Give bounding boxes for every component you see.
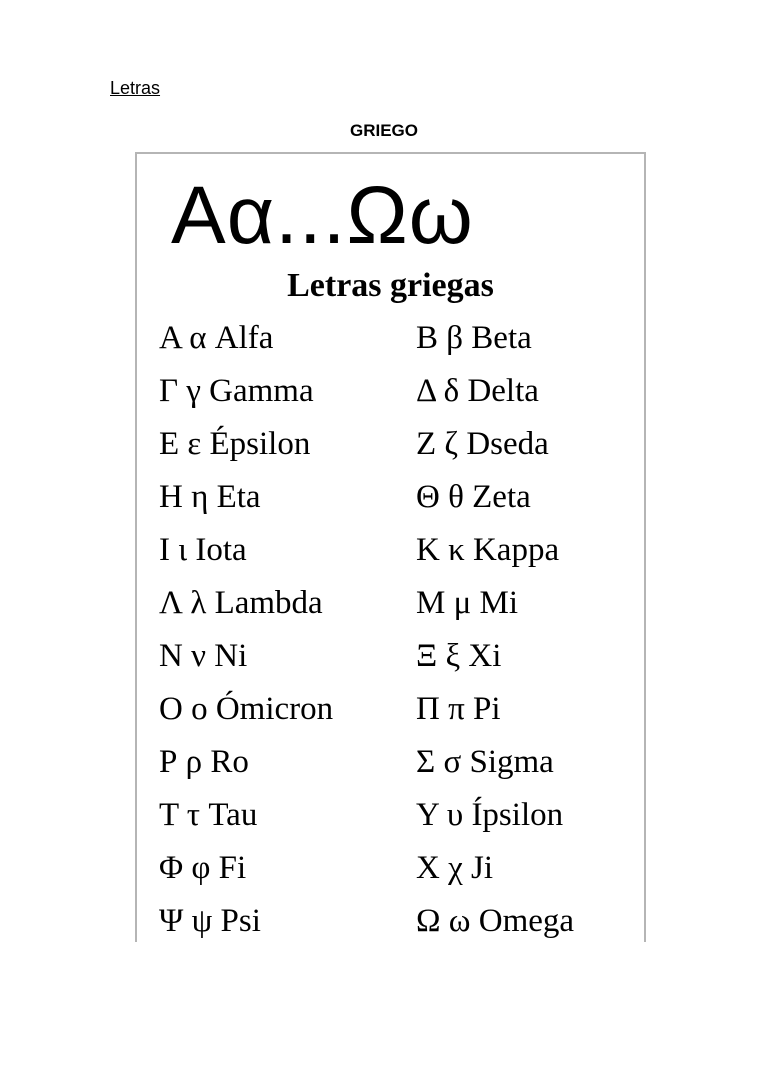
letter-epsilon: Ε ε Épsilon: [159, 426, 311, 462]
letter-ipsilon: Υ υ Ípsilon: [416, 797, 564, 833]
greek-alphabet-figure: [135, 152, 646, 942]
letras-link[interactable]: Letras: [110, 78, 161, 98]
letter-ni: Ν ν Ni: [159, 638, 248, 674]
letter-delta: Δ δ Delta: [416, 373, 539, 409]
letter-lambda: Λ λ Lambda: [159, 585, 323, 621]
letter-beta: Β β Beta: [416, 320, 532, 356]
letter-omicron: Ο ο Ómicron: [159, 691, 334, 727]
letter-omega: Ω ω Omega: [416, 903, 575, 939]
letter-xi: Ξ ξ Xi: [416, 638, 502, 674]
letter-ro: Ρ ρ Ro: [159, 744, 249, 780]
figure-subtitle: Letras griegas: [287, 267, 494, 304]
letter-kappa: Κ κ Kappa: [416, 532, 560, 568]
letter-gamma: Γ γ Gamma: [159, 373, 314, 409]
letter-dseda: Ζ ζ Dseda: [416, 426, 549, 462]
letter-psi: Ψ ψ Psi: [159, 903, 261, 939]
letter-pi: Π π Pi: [416, 691, 501, 727]
letter-mi: Μ μ Mi: [416, 585, 519, 621]
letter-sigma: Σ σ Sigma: [416, 744, 554, 780]
letter-fi: Φ φ Fi: [159, 850, 247, 886]
alpha-omega-banner: Aα...Ωω: [171, 170, 474, 261]
letter-iota: Ι ι Iota: [159, 532, 247, 568]
letter-eta: Η η Eta: [159, 479, 261, 515]
letter-zeta: Θ θ Zeta: [416, 479, 531, 515]
letter-ji: Χ χ Ji: [416, 850, 493, 886]
letter-tau: Τ τ Tau: [159, 797, 258, 833]
page-title: GRIEGO: [349, 121, 418, 140]
letter-alfa: Α α Alfa: [159, 320, 274, 356]
